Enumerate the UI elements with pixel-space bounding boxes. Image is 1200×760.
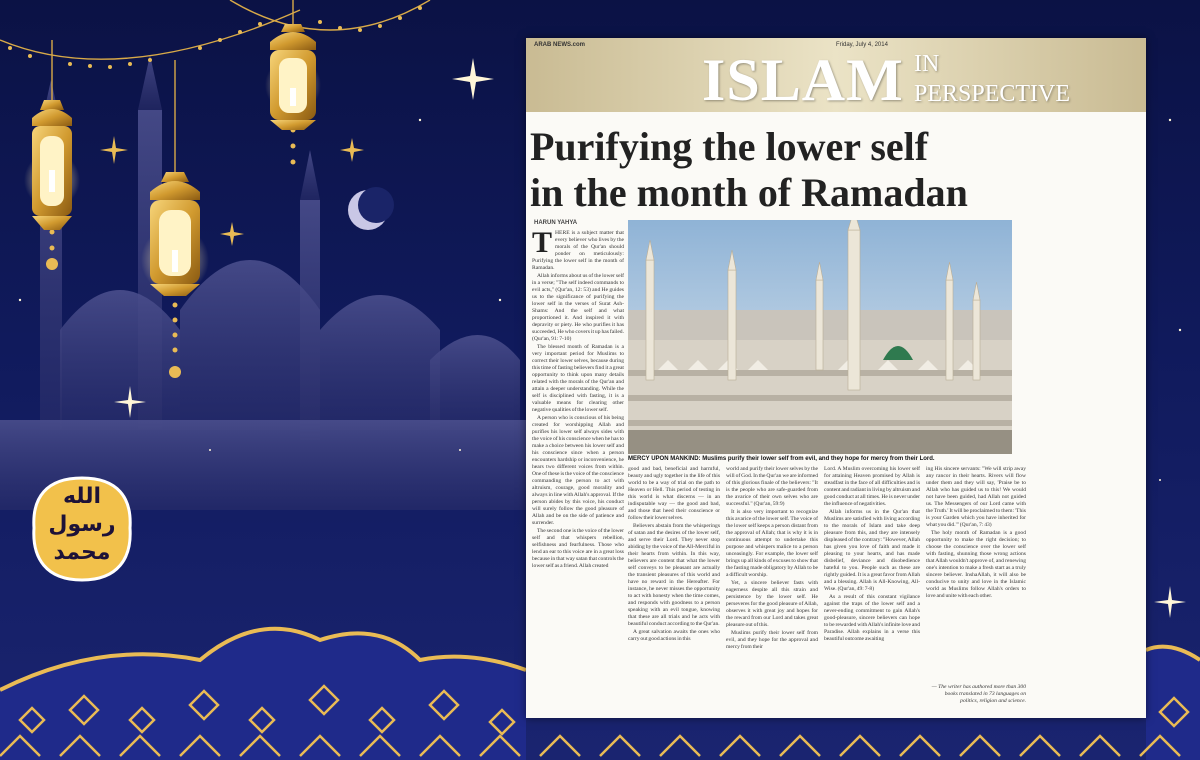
byline: HARUN YAHYA xyxy=(534,220,578,226)
seal-line-1: الله xyxy=(62,484,102,509)
issue-date: Friday, July 4, 2014 xyxy=(836,42,888,48)
mosque-photo xyxy=(628,220,1012,454)
headline-line-2: in the month of Ramadan xyxy=(530,170,968,215)
section-subtitle: PERSPECTIVE xyxy=(914,81,1071,107)
mosque-silhouette xyxy=(0,55,526,510)
article-column-1 xyxy=(532,230,624,716)
masthead xyxy=(526,38,1146,112)
paragraph: Muslims purify their lower self from evil, and they hope for the approval and mercy from their xyxy=(726,630,818,650)
paragraph: HERE is a subject matter that every believer who lives by the morals of the Qur'an should ponder on meticulously: Purifying the lower self in the month of Ramadan. xyxy=(532,230,624,271)
calligraphy-seal xyxy=(34,474,130,582)
article-column-4 xyxy=(824,466,920,716)
article-column-5 xyxy=(926,466,1026,680)
paragraph: Believers abstain from the whisperings of satan and the desires of the lower self, and serve their Lord. They never stop abiding by the voice of the All-Merciful in their hearts from within. In this way, believers are content that what the lower self conveys to be pleasant are actually the transient pleasures of this world and have no reward in the Hereafter. For instance, he never misses the opportunity to act with honesty when the time comes, and responds with goodness to a person speaking with an evil tongue, knowing that these are all trials and he acts with beautiful conduct according to the Qur'an. xyxy=(628,523,720,627)
paragraph: The blessed month of Ramadan is a very important period for Muslims to correct their lower selves, because during this time of fasting believers find it a great opportunity to think upon many details related with the morals of the Qur'an and attain a deeper understanding. While the self is disciplined with fasting, it is a valuable means for clearing other negative qualities of the lower self. xyxy=(532,344,624,413)
crescent-moon-icon xyxy=(348,187,394,230)
paragraph: Yet, a sincere believer fasts with eagerness despite all this strain and persistence by the lower self. He perseveres for the good pleasure of Allah, observes it with great joy and hopes for the reward from our Lord and takes great pleasure out of this. xyxy=(726,580,818,628)
paragraph: Allah informs about us of the lower self in a verse; "The self indeed commands to evil acts," (Qur'an, 12: 53) and He guides us to the significance of purifying the lower self in the verses of Surat Ash-Shams: And the self and what proportioned it. And inspired it with depravity or piety. He who purifies it has succeeded, He who covers it up has failed. (Qur'an, 91: 7-10) xyxy=(532,273,624,342)
article-column-3 xyxy=(726,466,818,716)
dropcap: T xyxy=(532,230,553,259)
paragraph: The holy month of Ramadan is a good opportunity to make the right decision; to choose the conscience over the lower self with fasting, shunning those wrong actions that Allah wouldn't approve of, and renewing one's intention to make a fresh start as a truly sincere believer. InshaAllah, it will also be conducive to unity and love in the Islamic world as Muslims follow Allah's orders to love and unite with each other. xyxy=(926,530,1026,599)
photo-caption: MERCY UPON MANKIND: Muslims purify their lower self from evil, and they hope for mercy from their Lord. xyxy=(628,456,935,462)
paragraph: Allah informs us in the Qur'an that Muslims are satisfied with living according to the morals of Islam and take deep pleasure from this, and they are intensely displeased of the contrary: "However, Allah has given you love of faith and made it pleasing to your hearts, and has made disbelief, deviance and disobedience hateful to you. People such as these are rightly guided. It is a great favor from Allah and a blessing. Allah is All-Knowing, All-Wise. (Qur'an, 49: 7-8) xyxy=(824,509,920,592)
author-note: — The writer has authored more than 300 books translated in 73 languages on politics, religion and science. xyxy=(931,684,1026,704)
lantern-icon xyxy=(265,24,321,130)
paragraph: It is also very important to recognize this avarice of the lower self. The voice of the lower self keeps a person distant from the approval of Allah; that is why it is in continuous attempt to undertake this purpose and whispers malice to a person unceasingly. For example, the lower self brings up all kinds of excuses to show that the fasting made obligatory by Allah to be a difficult worship. xyxy=(726,509,818,578)
article-column-2 xyxy=(628,466,720,716)
paragraph: world and purify their lower selves by the will of God. In the Qur'an we are informed of this glorious finale of the believers: "It is the people who are safe-guarded from the avarice of their own selves who are successful." (Qur'an, 59:9) xyxy=(726,466,818,507)
paragraph: As a result of this constant vigilance against the traps of the lower self and a never-ending commitment to gain Allah's good-pleasure, sincere believers can hope to be rewarded with Allah's infinite love and Paradise. Allah explains in a verse this beautiful outcome awaiting xyxy=(824,594,920,642)
paragraph: Lord. A Muslim overcoming his lower self for attaining Heaven promised by Allah is steadfast in the face of all difficulties and is content and radiant in living by altruism and good conduct at all times. He is never under the influence of negativities. xyxy=(824,466,920,507)
newspaper-page xyxy=(526,38,1146,718)
paragraph: A person who is conscious of his being created for worshipping Allah and purifies his lower self always sides with the voice of his conscience when he has to make a choice between his lower self and his conscience since when a person encounters hardship or inconvenience, he hears two different voices from within. One of these is the voice of the conscience commanding the person to act with altruism, courage, good morality and always in line with Allah's approval. If the person abides by this voice, his conduct will surely follow the good pleasure of Allah and be on the side of patience and surrender. xyxy=(532,415,624,526)
lantern-icon xyxy=(24,100,80,230)
paragraph: The second one is the voice of the lower self and that whispers rebellion, selfishness and fearfulness. Those who lend an ear to this voice are in a great loss because in that way satan that controls the lower self as a friend. Allah created xyxy=(532,528,624,569)
paragraph: ing His sincere servants: "We will strip away any rancor in their hearts. Rivers will flow under them and they will say, 'Praise be to Allah who has guided us to this! We would not have been guided, had Allah not guided us. The Messengers of our Lord came with the Truth.' It will be proclaimed to them: 'This is your Garden which you have inherited for what you did.'" (Qur'an, 7: 43) xyxy=(926,466,1026,528)
section-in: IN xyxy=(914,51,940,77)
headline-line-1: Purifying the lower self xyxy=(530,124,929,169)
section-title: ISLAM xyxy=(702,47,904,113)
paragraph: good and bad, beneficial and harmful, beauty and ugly together in the life of this world to be a way of trial on the path to Heaven or Hell. This period of testing in this world is what discerns — in an indisputable way — the good and bad, and those that heed their conscience or follow their lower selves. xyxy=(628,466,720,521)
seal-line-2: رسول xyxy=(48,512,116,537)
paragraph: A great salvation awaits the ones who carry out good actions in this xyxy=(628,629,720,642)
headline xyxy=(530,124,1050,216)
site-name: ARAB NEWS.com xyxy=(534,42,586,48)
seal-line-3: محمد xyxy=(53,540,111,565)
